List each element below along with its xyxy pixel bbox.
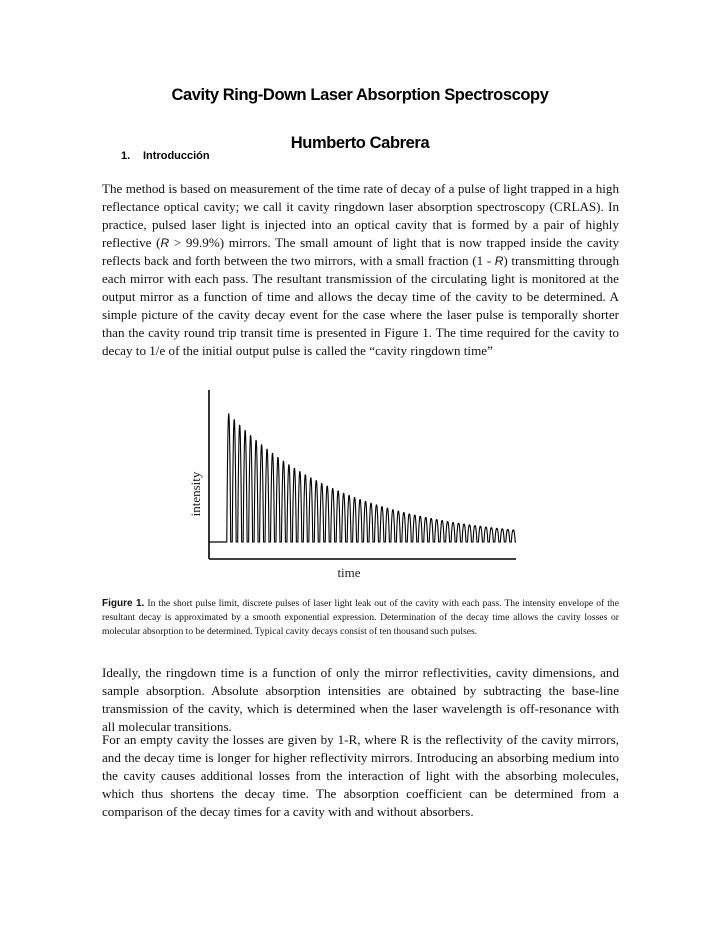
pulse-envelope-line: [226, 414, 516, 542]
reflectivity-symbol: R: [160, 236, 170, 250]
pulse-train: [226, 414, 516, 542]
section-number: 1.: [121, 150, 131, 162]
x-axis-label: time: [337, 565, 361, 580]
intro-text-part3: ) transmitting through each mirror with each pass. The resultant transmission of the circulating light is monitored at the output mirror as a function of time and allows the decay time of the cavity to be determined. A simple picture of the cavity decay event for the case where the laser pulse is temporally shorter than the cavity round trip transit time is presented in Figure 1. The time required for the cavity to decay to 1/e of the initial output pulse is called the “cavity ringdown time”: [102, 253, 619, 358]
intro-text-part2: > 99.9%) mirrors. The small amount of light that is now trapped inside the cavity reflects back and forth between the two mirrors, with a small fraction (1 -: [102, 235, 620, 268]
section-heading: [121, 150, 210, 162]
reflectivity-symbol: R: [494, 254, 504, 268]
paragraph-ringdown-time: Ideally, the ringdown time is a function of only the mirror reflectivities, cavity dimensions, and sample absorption. Absolute absorption intensities are obtained by subtracting the base-line transmission of the cavity, which is determined when the laser wavelength is off-resonance with all molecular transitions.: [102, 665, 619, 734]
figure-label: Figure 1.: [102, 598, 145, 609]
ringdown-figure: [190, 384, 530, 584]
author-name: Humberto Cabrera: [290, 134, 430, 152]
paper-title: Cavity Ring-Down Laser Absorption Spectroscopy: [171, 86, 549, 104]
figure-caption: [102, 597, 619, 639]
figure-caption-text: In the short pulse limit, discrete pulses of laser light leak out of the cavity with each pass. The intensity envelope of the resultant decay is approximated by a smooth exponential expression. Determination of the decay time allows the cavity losses or molecular absorption to be determined. Typical cavity decays consist of ten thousand such pulses.: [102, 598, 619, 637]
y-axis-label: intensity: [188, 471, 203, 517]
section-title: Introducción: [143, 150, 210, 162]
paragraph-empty-cavity: For an empty cavity the losses are given by 1-R, where R is the reflectivity of the cavity mirrors, and the decay time is longer for higher reflectivity mirrors. Introducing an absorbing medium into the cavity causes additional losses from the interaction of light with the absorbing molecules, which thus shortens the decay time. The absorption coefficient can be determined from a comparison of the decay times for a cavity with and without absorbers.: [102, 732, 619, 819]
intro-text-part1: The method is based on measurement of the time rate of decay of a pulse of light trapped in a high reflectance optical cavity; we call it cavity ringdown laser absorption spectroscopy (CRLAS). In practice, pulsed laser light is injected into an optical cavity that is formed by a pair of highly reflective (: [102, 181, 619, 250]
intro-paragraph: [102, 180, 619, 360]
